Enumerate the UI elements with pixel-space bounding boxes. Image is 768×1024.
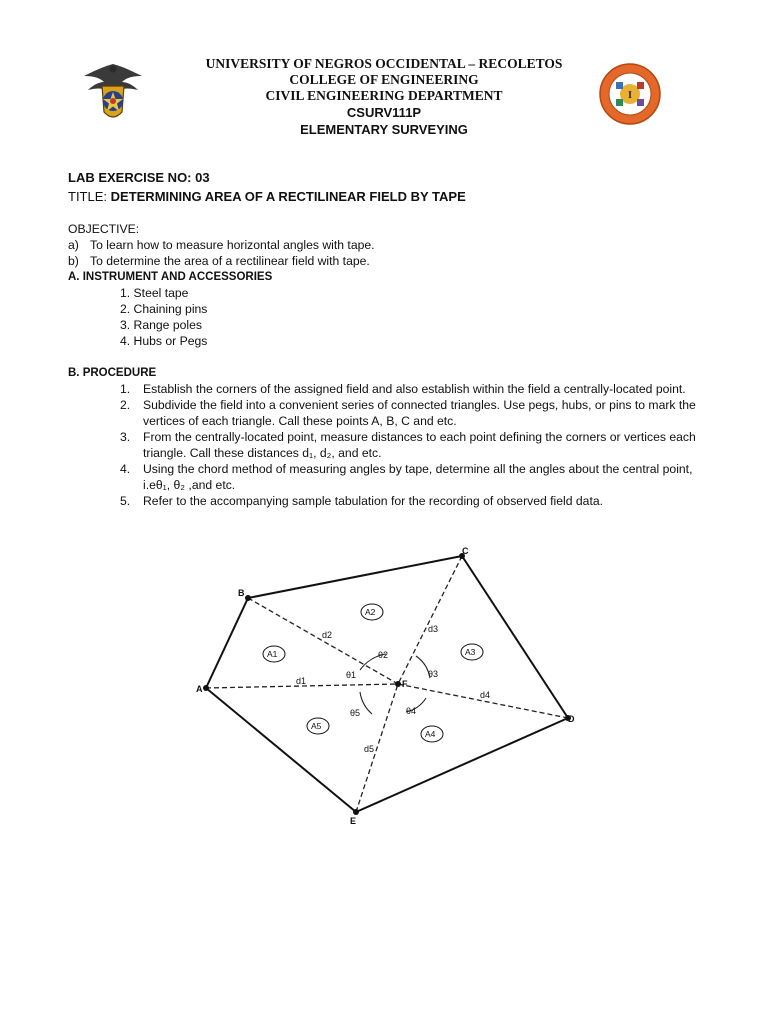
svg-text:A3: A3 — [465, 647, 476, 657]
svg-text:A4: A4 — [425, 729, 436, 739]
item-marker: a) — [68, 238, 79, 252]
field-triangulation-diagram — [184, 546, 590, 830]
line-d2 — [248, 598, 398, 684]
angle-label-theta5: θ5 — [350, 708, 361, 718]
step-number: 4. — [120, 462, 131, 476]
distance-label-d3: d3 — [428, 624, 439, 634]
svg-text:I: I — [627, 89, 633, 101]
procedure-step — [68, 381, 708, 397]
step-text: From the centrally-located point, measure distances to each point defining the corners or vertices each triangle. Call these distances d₁, d₂, and etc. — [143, 430, 696, 460]
step-text: Subdivide the field into a convenient series of connected triangles. Use pegs, hubs, or pins to mark the vertices of each triangle. Call these points A, B, C and etc. — [143, 398, 696, 428]
instruments-section — [68, 269, 708, 349]
angle-label-theta1: θ1 — [346, 670, 357, 680]
subject-name: ELEMENTARY SURVEYING — [300, 122, 468, 137]
angle-label-theta3: θ3 — [428, 669, 439, 679]
angle-label-theta2: θ2 — [378, 650, 389, 660]
distance-label-d5: d5 — [364, 744, 375, 754]
university-name: UNIVERSITY OF NEGROS OCCIDENTAL – RECOLETOS — [205, 56, 563, 71]
line-d3 — [398, 556, 462, 684]
line-d5 — [356, 684, 398, 812]
procedure-step — [68, 493, 708, 509]
procedure-step — [68, 429, 708, 461]
item-text: To learn how to measure horizontal angles with tape. — [90, 238, 375, 252]
instrument-item: 3. Range poles — [120, 318, 202, 332]
point-label-c: C — [462, 546, 469, 556]
step-text: Establish the corners of the assigned field and also establish within the field a centrally-located point. — [143, 382, 686, 396]
area-label-a5 — [307, 718, 329, 734]
svg-text:A2: A2 — [365, 607, 376, 617]
area-label-a3 — [461, 644, 483, 660]
instrument-item: 4. Hubs or Pegs — [120, 334, 208, 348]
department-name: CIVIL ENGINEERING DEPARTMENT — [265, 88, 503, 103]
step-number: 5. — [120, 494, 131, 508]
objective-item — [68, 237, 708, 253]
point-label-b: B — [238, 588, 245, 598]
objective-heading: OBJECTIVE: — [68, 222, 140, 236]
objective-section — [68, 221, 708, 269]
angle-label-theta4: θ4 — [406, 706, 417, 716]
step-text: Using the chord method of measuring angles by tape, determine all the angles about the central point, i.eθ₁, θ₂ ,and etc. — [143, 462, 693, 492]
objective-list — [68, 237, 708, 269]
college-name: COLLEGE OF ENGINEERING — [289, 72, 479, 87]
area-label-a4 — [421, 726, 443, 742]
point-label-e: E — [350, 816, 357, 826]
instruments-heading: A. INSTRUMENT AND ACCESSORIES — [68, 271, 273, 283]
step-number: 1. — [120, 382, 131, 396]
lab-exercise-number: LAB EXERCISE NO: 03 — [68, 170, 210, 185]
step-text: Refer to the accompanying sample tabulation for the recording of observed field data. — [143, 494, 604, 508]
step-number: 2. — [120, 398, 131, 412]
procedure-section — [68, 365, 708, 509]
title-text: DETERMINING AREA OF A RECTILINEAR FIELD BY TAPE — [110, 189, 466, 204]
objective-item — [68, 253, 708, 269]
area-label-a1 — [263, 646, 285, 662]
field-boundary — [206, 556, 568, 812]
document-body — [68, 170, 708, 509]
distance-label-d1: d1 — [296, 676, 307, 686]
distance-label-d2: d2 — [322, 630, 333, 640]
procedure-list — [68, 381, 708, 509]
svg-text:A5: A5 — [311, 721, 322, 731]
course-code: CSURV111P — [346, 105, 422, 120]
instrument-item: 2. Chaining pins — [120, 302, 208, 316]
item-marker: b) — [68, 254, 79, 268]
point-label-f: F — [402, 679, 408, 689]
exercise-title — [68, 189, 708, 205]
instruments-list — [68, 285, 708, 349]
distance-label-d4: d4 — [480, 690, 491, 700]
svg-text:A1: A1 — [267, 649, 278, 659]
point-label-d: D — [568, 714, 575, 724]
title-label: TITLE: — [68, 189, 108, 204]
step-number: 3. — [120, 430, 131, 444]
point-label-a: A — [196, 684, 203, 694]
item-text: To determine the area of a rectilinear field with tape. — [90, 254, 370, 268]
procedure-heading: B. PROCEDURE — [68, 367, 157, 379]
procedure-step — [68, 461, 708, 493]
instrument-item: 1. Steel tape — [120, 286, 189, 300]
procedure-step — [68, 397, 708, 429]
document-header — [0, 56, 768, 138]
area-label-a2 — [361, 604, 383, 620]
